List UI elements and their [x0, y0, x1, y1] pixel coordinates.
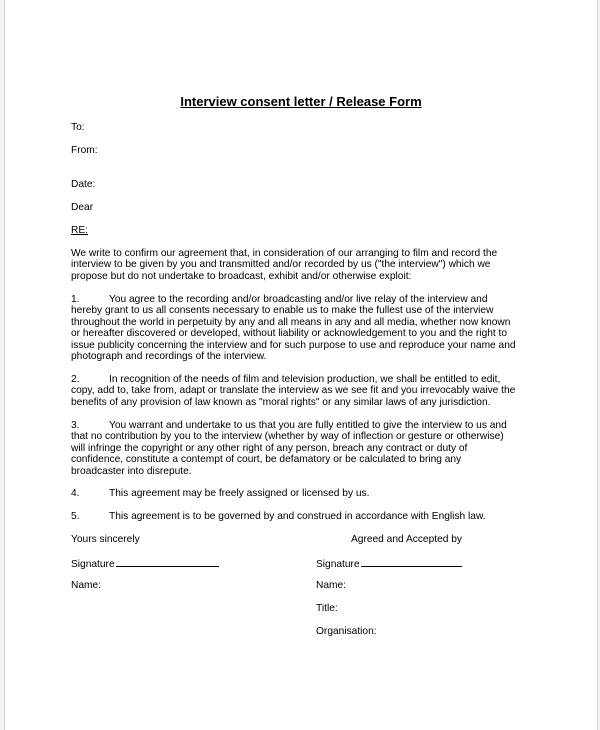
clause-3	[71, 420, 507, 477]
date-label: Date:	[71, 179, 96, 190]
name-right-label: Name:	[316, 580, 347, 591]
yours-sincerely: Yours sincerely	[71, 534, 140, 545]
intro-paragraph	[71, 248, 497, 282]
intro-line: propose but do not undertake to broadcast, exhibit and/or otherwise exploit:	[71, 270, 412, 282]
signature-line	[361, 557, 462, 567]
clause-line: hereby grant to us all consents necessary to enable us to make the fullest use of the interview	[71, 305, 494, 317]
clause-line: broadcaster into disrepute.	[71, 465, 192, 477]
clause-line: issue publicity concerning the interview and for such purpose to use and reproduce your name and	[71, 339, 516, 351]
intro-line: interview to be given by you and transmitted and/or recorded by us ("the interview") which we	[71, 259, 491, 271]
clause-number: 4.	[71, 488, 80, 499]
clause-line: will infringe the copyright or any other right of any person, breach any contract or duty of	[71, 442, 468, 454]
clause-line: You agree to the recording and/or broadcasting and/or live relay of the interview and	[109, 294, 488, 305]
clause-line: that no contribution by you to the interview (whether by way of inflection or gesture or otherwise)	[71, 431, 504, 443]
clause-5	[71, 511, 486, 522]
clause-line: benefits of any provision of law known as "moral rights" or any similar laws of any jurisdiction.	[71, 396, 491, 408]
organisation-label: Organisation:	[316, 626, 377, 637]
clause-line: or hereafter discovered or developed, without liability or acknowledgement to you and the right to	[71, 328, 508, 340]
signature-label: Signature	[71, 559, 115, 570]
signature-label: Signature	[316, 559, 360, 570]
dear-label: Dear	[71, 202, 94, 213]
clause-number: 5.	[71, 511, 80, 522]
clause-4	[71, 488, 369, 499]
re-label: RE:	[71, 225, 88, 236]
intro-line: We write to confirm our agreement that, in consideration of our arranging to film and record the	[71, 248, 498, 259]
signature-right	[316, 557, 462, 571]
signature-left	[71, 557, 219, 571]
agreed-accepted: Agreed and Accepted by	[351, 534, 463, 545]
clause-line: This agreement is to be governed by and construed in accordance with English law.	[109, 511, 486, 522]
clause-line: You warrant and undertake to us that you are fully entitled to give the interview to us and	[109, 420, 507, 431]
clause-line: throughout the world in perpetuity by any and all means in any and all media, whether now known	[71, 316, 511, 328]
signature-line	[116, 557, 219, 567]
name-left-label: Name:	[71, 580, 102, 591]
clause-number: 1.	[71, 294, 80, 305]
clause-number: 2.	[71, 374, 80, 385]
clause-line: In recognition of the needs of film and television production, we shall be entitled to edit,	[109, 374, 501, 385]
clause-number: 3.	[71, 420, 80, 431]
title-label: Title:	[316, 603, 338, 614]
clause-line: This agreement may be freely assigned or licensed by us.	[109, 488, 370, 499]
from-label: From:	[71, 145, 98, 156]
clause-line: copy, add to, take from, adapt or translate the interview as we see fit and you irrevocably waive the	[71, 385, 516, 397]
document-title: Interview consent letter / Release Form	[180, 94, 422, 109]
clause-line: photograph and recordings of the interview.	[71, 351, 267, 363]
document-page	[4, 0, 598, 730]
clause-2	[71, 374, 515, 408]
clause-line: confidence, constitute a contempt of court, be defamatory or be calculated to bring any	[71, 454, 462, 466]
clause-1	[71, 294, 516, 362]
to-label: To:	[71, 122, 85, 133]
